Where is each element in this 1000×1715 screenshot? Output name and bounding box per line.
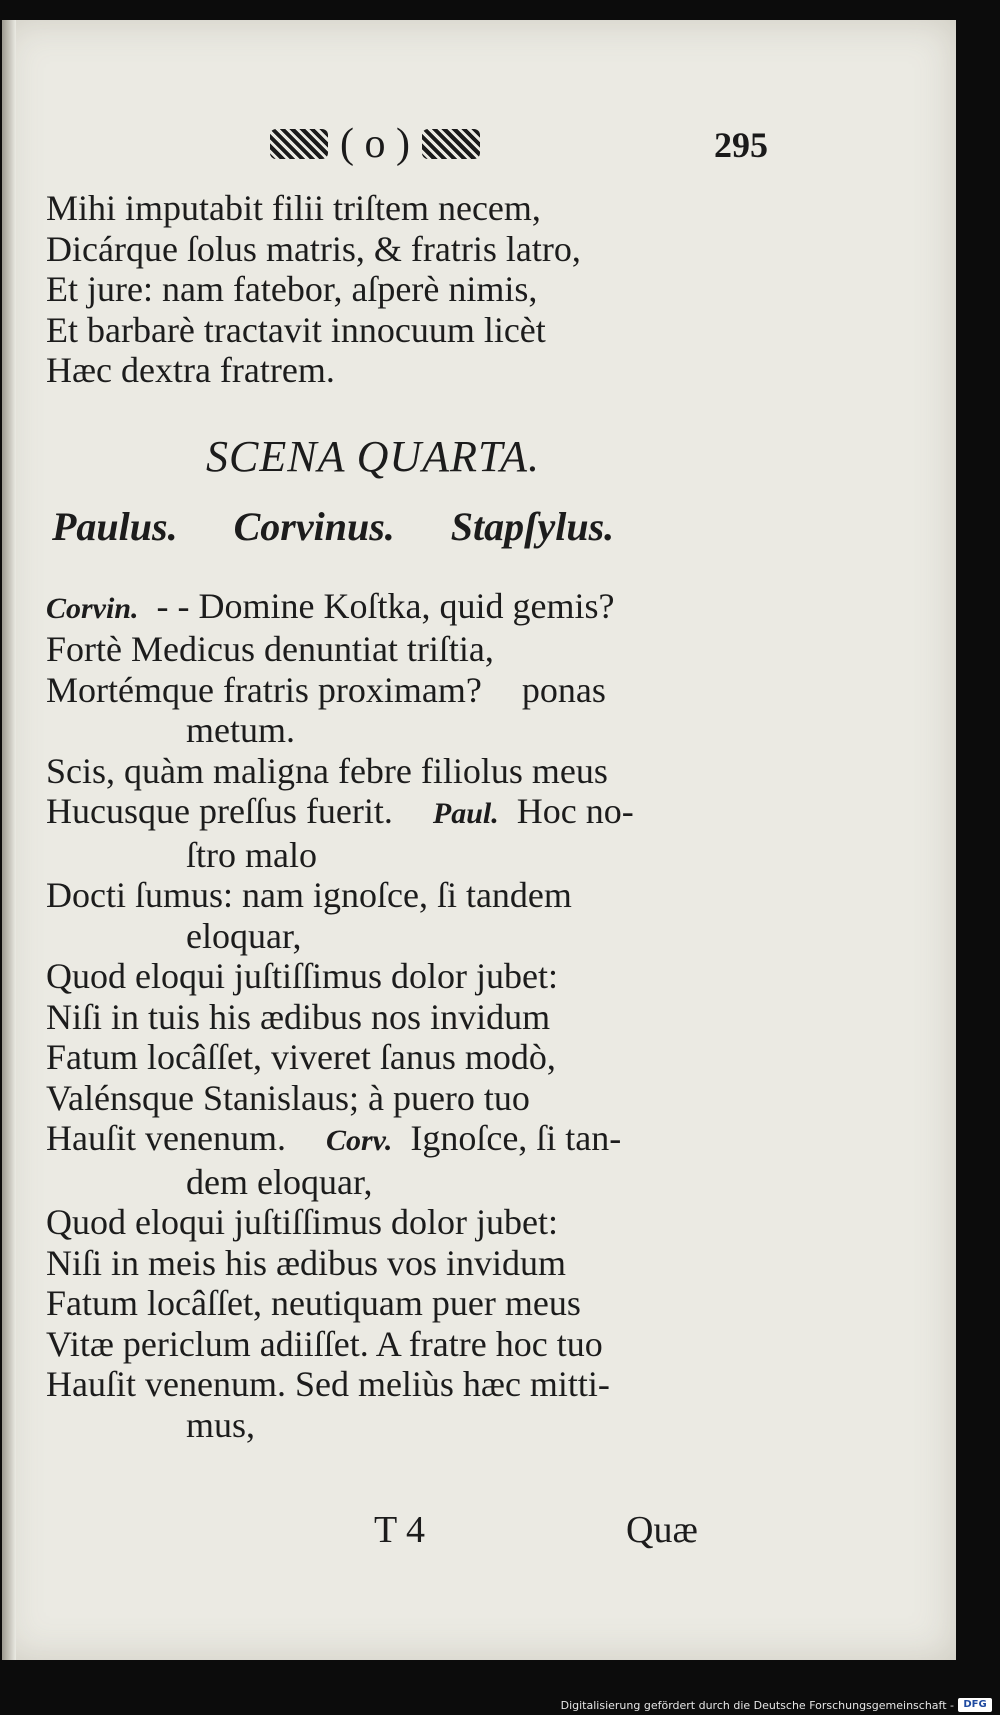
dialogue-line: Fatum locâſſet, neutiquam puer meus — [46, 1283, 581, 1323]
dialogue-line: ſtro malo — [186, 834, 317, 875]
page-header — [2, 120, 956, 170]
dialogue-line: Quod eloqui juſtiſſimus dolor jubet: — [46, 956, 558, 996]
catchword: Quæ — [626, 1509, 698, 1551]
dialogue-line: Hauſit venenum. Sed meliùs hæc mitti- — [46, 1364, 610, 1404]
dialogue-text: Hoc no- — [516, 791, 634, 831]
dialogue-line: Quod eloqui juſtiſſimus dolor jubet: — [46, 1202, 558, 1242]
right-ornament-icon — [422, 129, 480, 159]
verse-line: Mihi imputabit filii triſtem necem, — [46, 188, 541, 228]
dialogue-line: Niſi in meis his ædibus vos invidum — [46, 1242, 567, 1283]
dialogue-text: Hauſit venenum. — [46, 1118, 286, 1158]
page-gutter — [2, 20, 16, 1660]
dialogue-line: Vitæ periclum adiiſſet. A fratre hoc tuo — [46, 1323, 603, 1364]
verse-line: Dicárque ſolus matris, & fratris latro, — [46, 228, 581, 269]
dramatis-personae — [52, 504, 766, 549]
header-ornament-group — [262, 120, 488, 168]
speaker-label: Corv. — [325, 1124, 393, 1157]
dialogue-line — [46, 791, 766, 835]
dialogue-text: Mortémque fratris proximam? — [46, 669, 482, 710]
dialogue-line: Scis, quàm maligna febre filiolus meus — [46, 750, 608, 791]
dialogue-text: Ignoſce, ſi tan- — [410, 1118, 622, 1158]
book-page — [2, 20, 956, 1660]
dialogue-line — [46, 1118, 766, 1162]
dialogue-line — [46, 670, 766, 711]
persona-corvinus: Corvinus. — [233, 504, 395, 549]
verse-line: Hæc dextra fratrem. — [46, 350, 335, 390]
verse-line: Et jure: nam fatebor, aſperè nimis, — [46, 269, 538, 309]
credit-bar — [0, 1693, 1000, 1715]
dialogue-text: Hucusque preſſus fuerit. — [46, 791, 393, 831]
verse-line: Et barbarè tractavit innocuum licèt — [46, 309, 546, 350]
persona-paulus: Paulus. — [52, 504, 178, 549]
dialogue-line: Fortè Medicus denuntiat triſtia, — [46, 629, 494, 669]
dfg-logo-icon: DFG — [958, 1698, 992, 1712]
signature-mark: ( o ) — [340, 121, 410, 167]
dialogue-line: metum. — [186, 710, 295, 750]
digitization-credit: Digitalisierung gefördert durch die Deutsche Forschungsgemeinschaft - — [560, 1699, 954, 1712]
dialogue-line: mus, — [186, 1404, 256, 1445]
dialogue-text: ponas — [521, 669, 606, 710]
page-body — [46, 188, 766, 1445]
scene-title: SCENA QUARTA. — [206, 431, 541, 481]
dialogue-line: dem eloquar, — [186, 1161, 373, 1202]
page-footer — [2, 1508, 956, 1552]
speaker-label: Corvin. — [46, 591, 139, 625]
signature-mark-footer: T 4 — [374, 1509, 426, 1551]
left-ornament-icon — [270, 129, 328, 159]
dialogue-line — [46, 586, 766, 630]
dialogue-line: eloquar, — [186, 915, 302, 956]
dialogue-line: Docti ſumus: nam ignoſce, ſi tandem — [46, 875, 572, 915]
dialogue-line: Fatum locâſſet, viveret ſanus modò, — [46, 1037, 556, 1077]
dialogue-text: - - Domine Koſtka, quid gemis? — [156, 585, 615, 626]
dialogue-line: Niſi in tuis his ædibus nos invidum — [46, 996, 551, 1037]
persona-stapsylus: Stapſylus. — [450, 504, 615, 549]
speaker-label: Paul. — [432, 797, 499, 830]
dialogue-line: Valénsque Stanislaus; à puero tuo — [46, 1077, 530, 1118]
page-number: 295 — [714, 125, 768, 165]
